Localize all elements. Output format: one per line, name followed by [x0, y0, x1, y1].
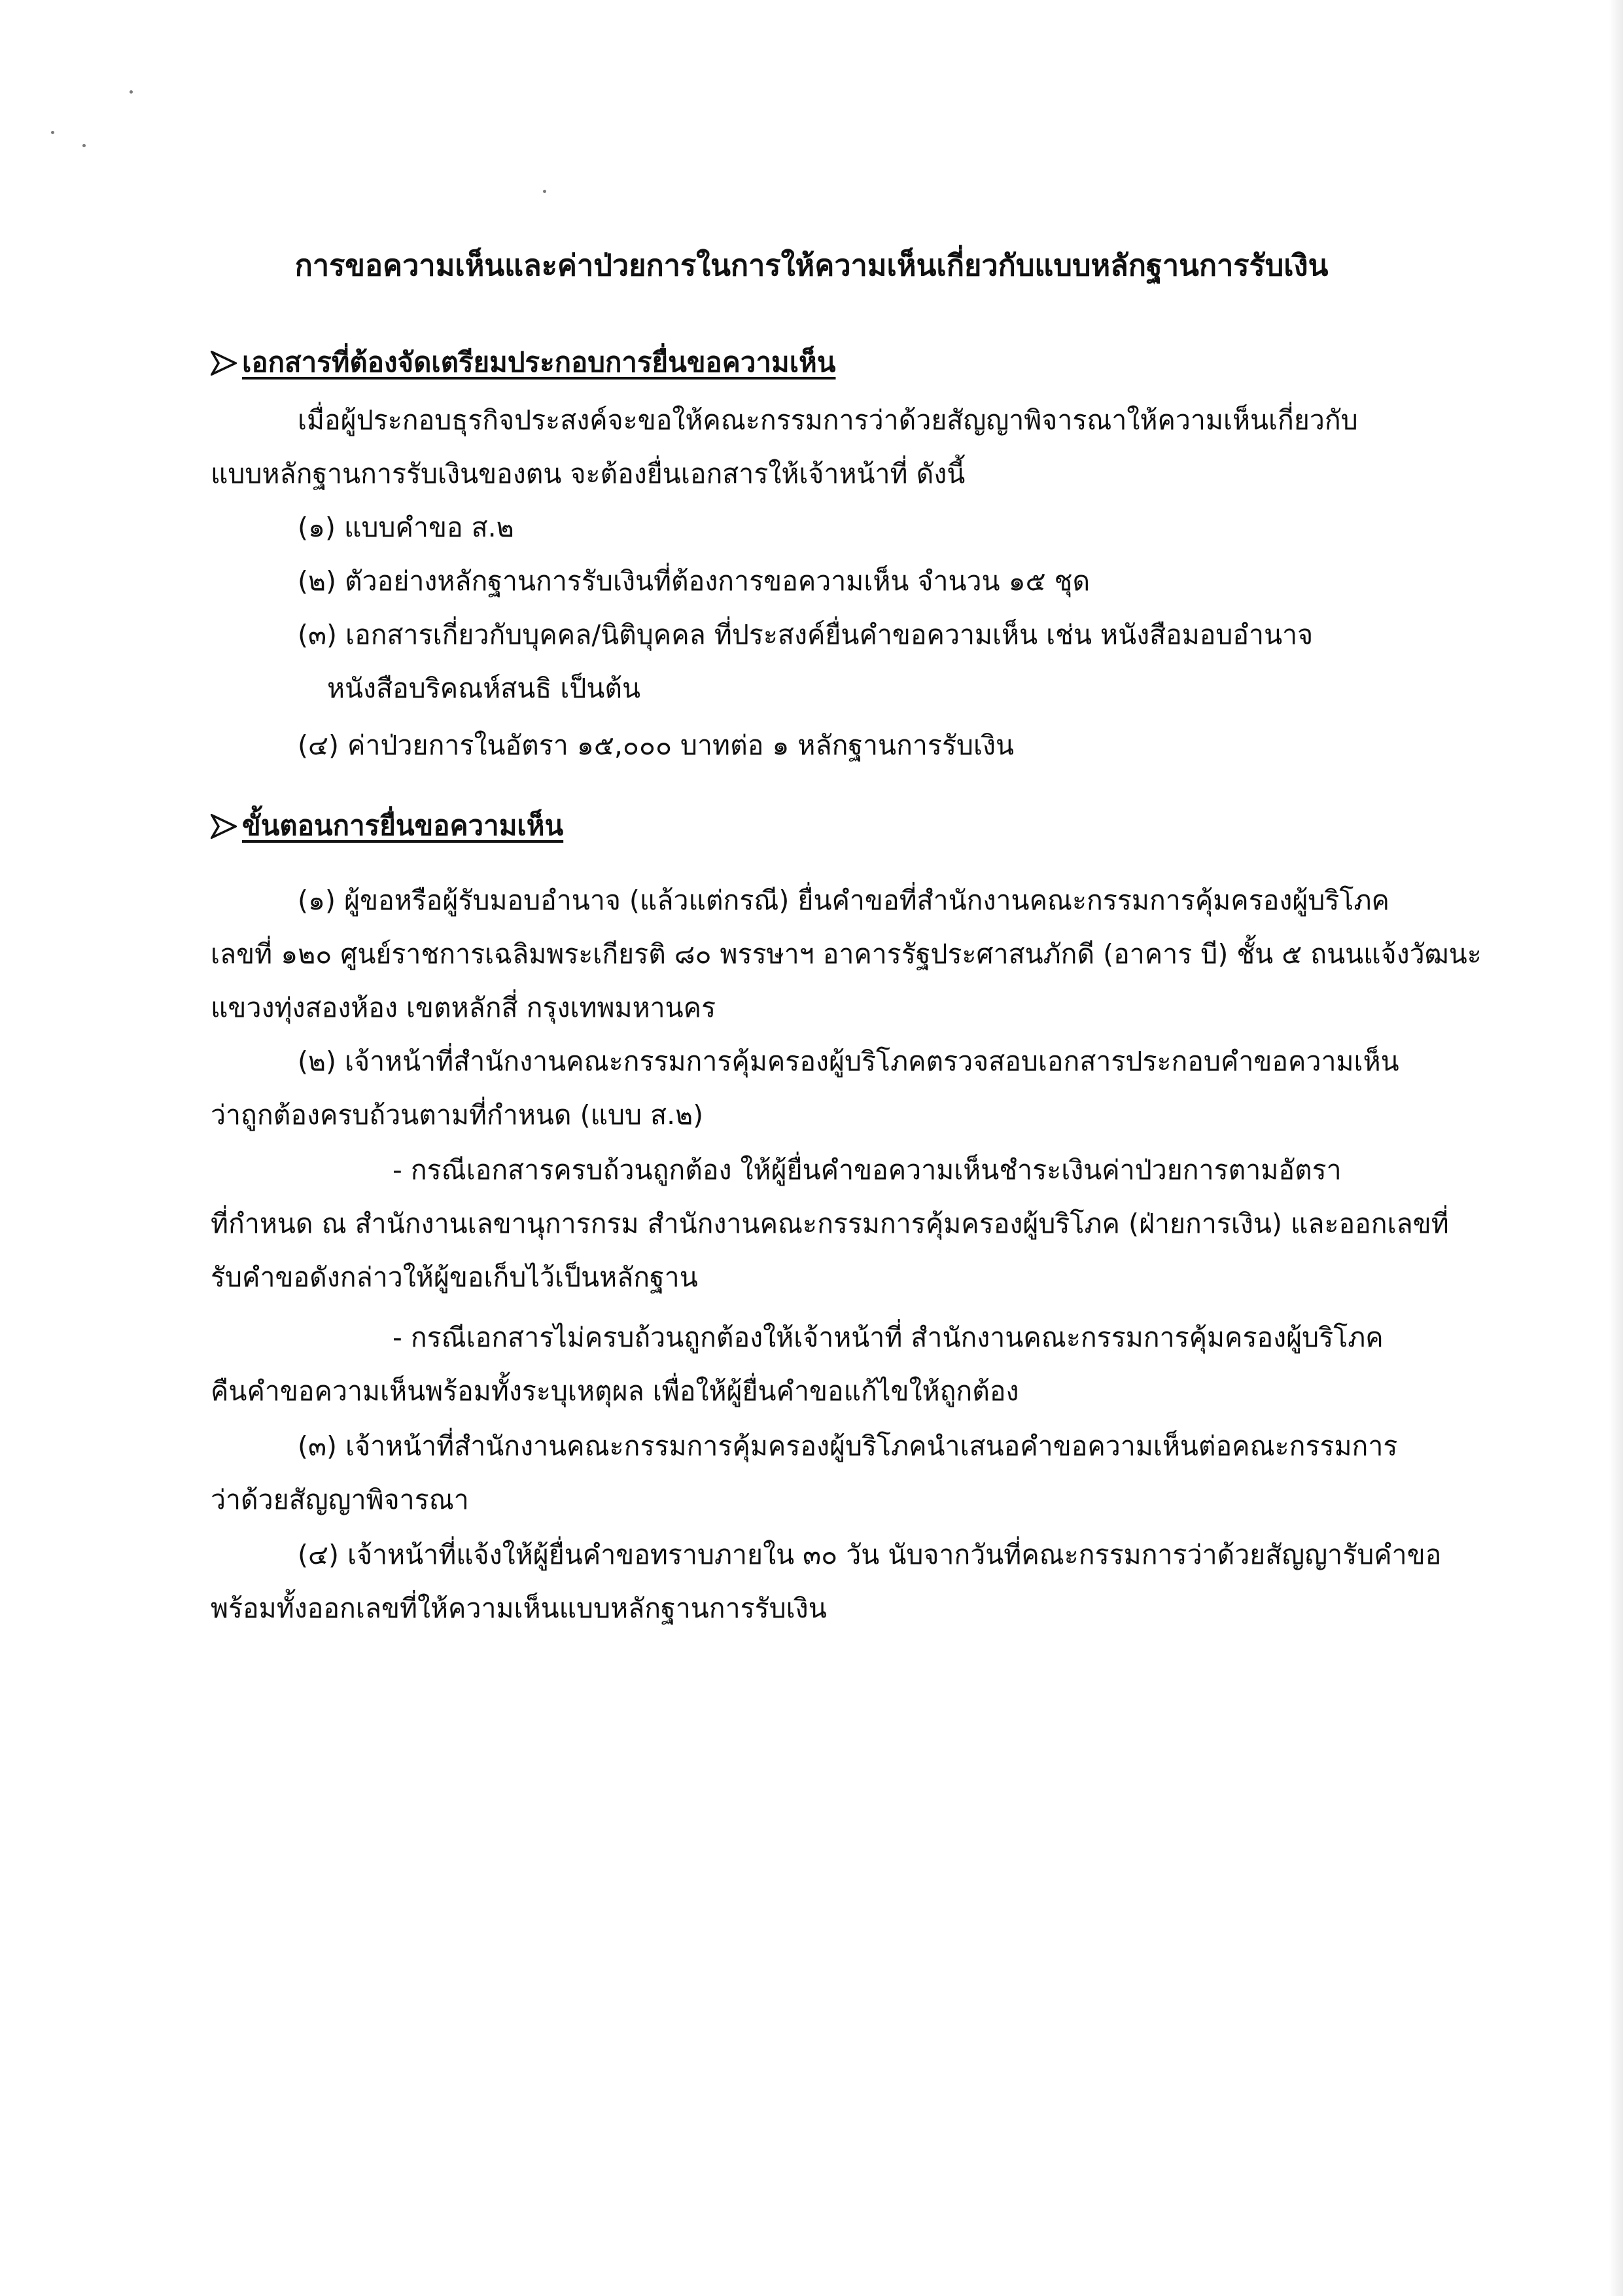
scan-speck [130, 90, 133, 94]
list-item: (๒) ตัวอย่างหลักฐานการรับเงินที่ต้องการขอความเห็น จำนวน ๑๕ ชุด [298, 565, 1091, 597]
procedure-line: (๒) เจ้าหน้าที่สำนักงานคณะกรรมการคุ้มครองผู้บริโภคตรวจสอบเอกสารประกอบคำขอความเห็น [298, 1046, 1399, 1077]
scan-shadow-edge [1609, 0, 1623, 2296]
procedure-line: ที่กำหนด ณ สำนักงานเลขานุการกรม สำนักงานคณะกรรมการคุ้มครองผู้บริโภค (ฝ่ายการเงิน) และออกเลขที่ [211, 1208, 1449, 1239]
list-item: (๓) เอกสารเกี่ยวกับบุคคล/นิติบุคคล ที่ประสงค์ยื่นคำขอความเห็น เช่น หนังสือมอบอำนาจ [298, 619, 1314, 650]
arrow-bullet-icon [211, 342, 242, 383]
procedure-line: - กรณีเอกสารไม่ครบถ้วนถูกต้องให้เจ้าหน้าที่ สำนักงานคณะกรรมการคุ้มครองผู้บริโภค [393, 1322, 1384, 1353]
procedure-line: พร้อมทั้งออกเลขที่ให้ความเห็นแบบหลักฐานการรับเงิน [211, 1593, 827, 1624]
document-title: การขอความเห็นและค่าป่วยการในการให้ความเห็นเกี่ยวกับแบบหลักฐานการรับเงิน [294, 248, 1329, 283]
scan-speck [51, 131, 54, 134]
procedure-line: เลขที่ ๑๒๐ ศูนย์ราชการเฉลิมพระเกียรติ ๘๐ พรรษาฯ อาคารรัฐประศาสนภักดี (อาคาร บี) ชั้น ๕ ถนนแจ้งวัฒนะ [211, 938, 1482, 970]
procedure-line: (๑) ผู้ขอหรือผู้รับมอบอำนาจ (แล้วแต่กรณี) ยื่นคำขอที่สำนักงานคณะกรรมการคุ้มครองผู้บริโภค [298, 885, 1389, 916]
procedure-line: (๓) เจ้าหน้าที่สำนักงานคณะกรรมการคุ้มครองผู้บริโภคนำเสนอคำขอความเห็นต่อคณะกรรมการ [298, 1430, 1398, 1462]
procedure-line: ว่าด้วยสัญญาพิจารณา [211, 1484, 469, 1515]
section-heading-procedure [211, 805, 563, 847]
scan-speck [82, 144, 86, 147]
scan-speck [543, 190, 546, 193]
section-heading-documents [211, 342, 835, 383]
list-item-continuation: หนังสือบริคณห์สนธิ เป็นต้น [327, 673, 641, 704]
procedure-line: รับคำขอดังกล่าวให้ผู้ขอเก็บไว้เป็นหลักฐาน [211, 1262, 698, 1293]
section-heading-label: เอกสารที่ต้องจัดเตรียมประกอบการยื่นขอความเห็น [242, 346, 836, 378]
intro-line: แบบหลักฐานการรับเงินของตน จะต้องยื่นเอกสารให้เจ้าหน้าที่ ดังนี้ [211, 458, 966, 489]
list-item: (๔) ค่าป่วยการในอัตรา ๑๕,๐๐๐ บาทต่อ ๑ หลักฐานการรับเงิน [298, 730, 1015, 761]
procedure-line: ว่าถูกต้องครบถ้วนตามที่กำหนด (แบบ ส.๒) [211, 1099, 704, 1131]
procedure-line: คืนคำขอความเห็นพร้อมทั้งระบุเหตุผล เพื่อให้ผู้ยื่นคำขอแก้ไขให้ถูกต้อง [211, 1375, 1019, 1407]
procedure-line: (๔) เจ้าหน้าที่แจ้งให้ผู้ยื่นคำขอทราบภายใน ๓๐ วัน นับจากวันที่คณะกรรมการว่าด้วยสัญญารับคำขอ [298, 1539, 1442, 1570]
list-item: (๑) แบบคำขอ ส.๒ [298, 512, 514, 543]
procedure-line: แขวงทุ่งสองห้อง เขตหลักสี่ กรุงเทพมหานคร [211, 992, 716, 1023]
procedure-line: - กรณีเอกสารครบถ้วนถูกต้อง ให้ผู้ยื่นคำขอความเห็นชำระเงินค่าป่วยการตามอัตรา [393, 1154, 1342, 1186]
section-heading-label: ขั้นตอนการยื่นขอความเห็น [242, 809, 564, 841]
intro-line: เมื่อผู้ประกอบธุรกิจประสงค์จะขอให้คณะกรรมการว่าด้วยสัญญาพิจารณาให้ความเห็นเกี่ยวกับ [298, 404, 1358, 436]
arrow-bullet-icon [211, 805, 242, 847]
